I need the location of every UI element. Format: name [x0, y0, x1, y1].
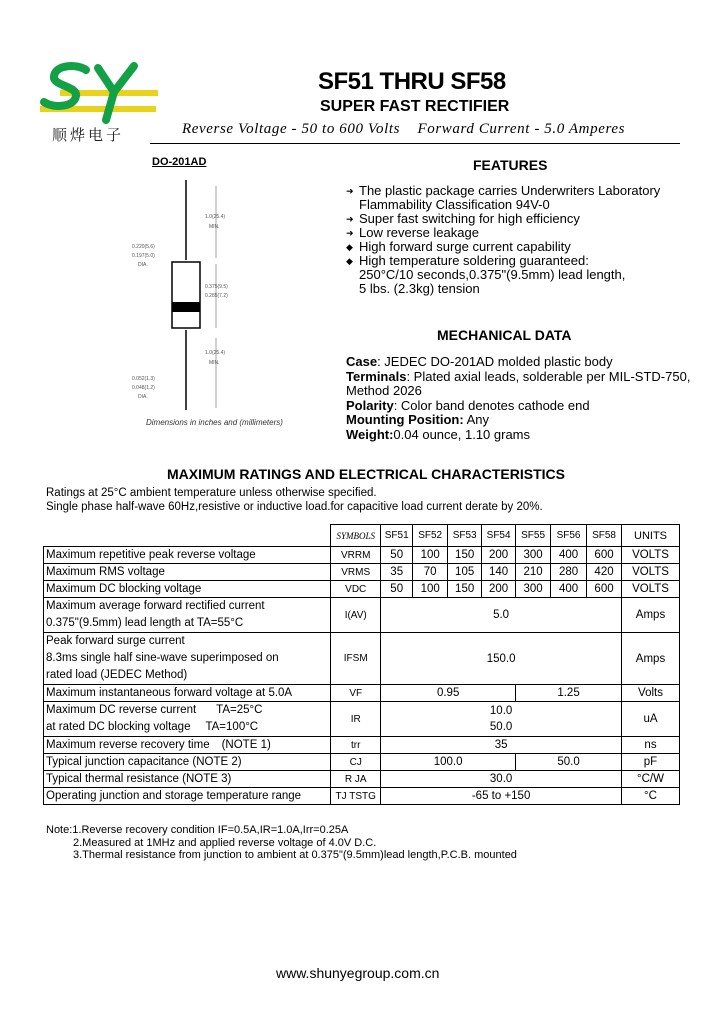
footer-url[interactable]: www.shunyegroup.com.cn: [276, 965, 440, 981]
dim-lead-dia-label: DIA.: [138, 394, 148, 400]
dim-min-bottom: MIN.: [209, 360, 220, 366]
arrow-bullet-icon: ➜: [346, 214, 354, 224]
dim-body-dia-min: 0.197(5.0): [132, 253, 155, 259]
table-row-vrms: Maximum RMS voltage VRMS 35 70 105 140 210 280 420 VOLTS: [44, 564, 680, 581]
table-row-tj: Operating junction and storage temperature range TJ TSTG -65 to +150 °C: [44, 788, 680, 805]
mech-weight: Weight:0.04 ounce, 1.10 grams: [346, 426, 531, 442]
dim-body-dia-label: DIA.: [138, 262, 148, 268]
arrow-bullet-icon: ➜: [346, 186, 354, 196]
ratings-note-1: Ratings at 25°C ambient temperature unless otherwise specified.: [46, 487, 377, 499]
package-label: DO-201AD: [152, 156, 207, 168]
feature-item: ◆ High temperature soldering guaranteed:: [346, 253, 589, 268]
mechanical-list: [346, 355, 691, 442]
table-row-vf: Maximum instantaneous forward voltage at 5.0A VF 0.95 1.25 Volts: [44, 685, 680, 702]
ratings-heading: MAXIMUM RATINGS AND ELECTRICAL CHARACTERISTICS: [167, 466, 565, 482]
part-header: SF56: [551, 525, 587, 547]
dim-min-top: MIN.: [209, 224, 220, 230]
ratings-note-2: Single phase half-wave 60Hz,resistive or inductive load.for capacitive load current derate by 20%.: [46, 501, 543, 513]
spec-line: Reverse Voltage - 50 to 600 Volts Forward Current - 5.0 Amperes: [182, 121, 626, 137]
dim-lead-dia-max: 0.052(1.3): [132, 376, 155, 382]
feature-item-cont: 250°C/10 seconds,0.375"(9.5mm) lead length,: [359, 267, 626, 282]
ratings-table: [43, 524, 680, 805]
note-3: 3.Thermal resistance from junction to ambient at 0.375"(9.5mm)lead length,P.C.B. mounted: [73, 849, 517, 861]
part-header: SF54: [482, 525, 516, 547]
features-heading: FEATURES: [473, 157, 548, 173]
mech-method: Method 2026: [346, 383, 422, 398]
table-row-iav: Maximum average forward rectified current 0.375"(9.5mm) lead length at TA=55°C I(AV) 5.0 Amps: [44, 598, 680, 633]
package-drawing: [130, 178, 270, 418]
table-header-row: [44, 525, 680, 547]
notes-block: [46, 824, 517, 862]
table-row-vrrm: Maximum repetitive peak reverse voltage VRRM 50 100 150 200 300 400 600 VOLTS: [44, 547, 680, 564]
part-header: SF52: [413, 525, 448, 547]
diamond-bullet-icon: ◆: [346, 242, 353, 252]
feature-item-cont: Flammability Classification 94V-0: [359, 197, 550, 212]
part-header: SF58: [587, 525, 622, 547]
header-divider: [150, 143, 680, 144]
page-subtitle: SUPER FAST RECTIFIER: [320, 98, 510, 115]
part-header: SF55: [516, 525, 551, 547]
part-header: SF53: [448, 525, 482, 547]
table-row-ir: Maximum DC reverse current TA=25°C at rated DC blocking voltage TA=100°C IR 10.0 50.0 uA: [44, 702, 680, 737]
symbols-header: SYMBOLS: [331, 525, 381, 547]
dim-body-len-min: 0.285(7.2): [205, 293, 228, 299]
logo-sy-mark: [38, 62, 158, 124]
features-list: [346, 184, 691, 296]
feature-item: ➜ Low reverse leakage: [346, 225, 479, 240]
table-row-cj: Typical junction capacitance (NOTE 2) CJ 100.0 50.0 pF: [44, 754, 680, 771]
units-header: UNITS: [622, 525, 680, 547]
note-2: 2.Measured at 1MHz and applied reverse voltage of 4.0V D.C.: [73, 836, 377, 849]
dim-lead-length-top: 1.0(25.4): [205, 214, 226, 220]
table-row-ifsm: Peak forward surge current 8.3ms single half sine-wave superimposed on rated load (JEDEC Method) IFSM 150.0 Amps: [44, 633, 680, 685]
feature-item: ➜ Super fast switching for high efficiency: [346, 211, 580, 226]
dim-body-len-max: 0.375(9.5): [205, 284, 228, 290]
company-logo: [38, 62, 158, 152]
part-header: SF51: [381, 525, 413, 547]
mechanical-heading: MECHANICAL DATA: [437, 327, 572, 343]
feature-item: ➜ The plastic package carries Underwriters Laboratory: [346, 183, 661, 198]
dim-lead-length-bottom: 1.0(25.4): [205, 350, 226, 356]
mech-case: Case: JEDEC DO-201AD molded plastic body: [346, 354, 613, 369]
mech-polarity: Polarity: Color band denotes cathode end: [346, 397, 590, 413]
table-row-rja: Typical thermal resistance (NOTE 3) R JA 30.0 °C/W: [44, 771, 680, 788]
mech-mounting: Mounting Position: Any: [346, 412, 489, 427]
note-1: Note:1.Reverse recovery condition IF=0.5A,IR=1.0A,Irr=0.25A: [46, 824, 349, 836]
mech-terminals: Terminals: Plated axial leads, solderable per MIL-STD-750,: [346, 368, 691, 384]
feature-item-cont: 5 lbs. (2.3kg) tension: [359, 281, 480, 296]
dim-body-dia-max: 0.220(5.6): [132, 244, 155, 250]
table-row-vdc: Maximum DC blocking voltage VDC 50 100 150 200 300 400 600 VOLTS: [44, 581, 680, 598]
diamond-bullet-icon: ◆: [346, 256, 353, 266]
dimension-caption: Dimensions in inches and (millimeters): [146, 418, 283, 427]
dim-lead-dia-min: 0.048(1.2): [132, 385, 155, 391]
feature-item: ◆ High forward surge current capability: [346, 239, 571, 254]
table-row-trr: Maximum reverse recovery time (NOTE 1) trr 35 ns: [44, 737, 680, 754]
arrow-bullet-icon: ➜: [346, 228, 354, 238]
page-title: SF51 THRU SF58: [318, 68, 506, 95]
logo-chinese-text: 顺烨电子: [52, 126, 125, 144]
